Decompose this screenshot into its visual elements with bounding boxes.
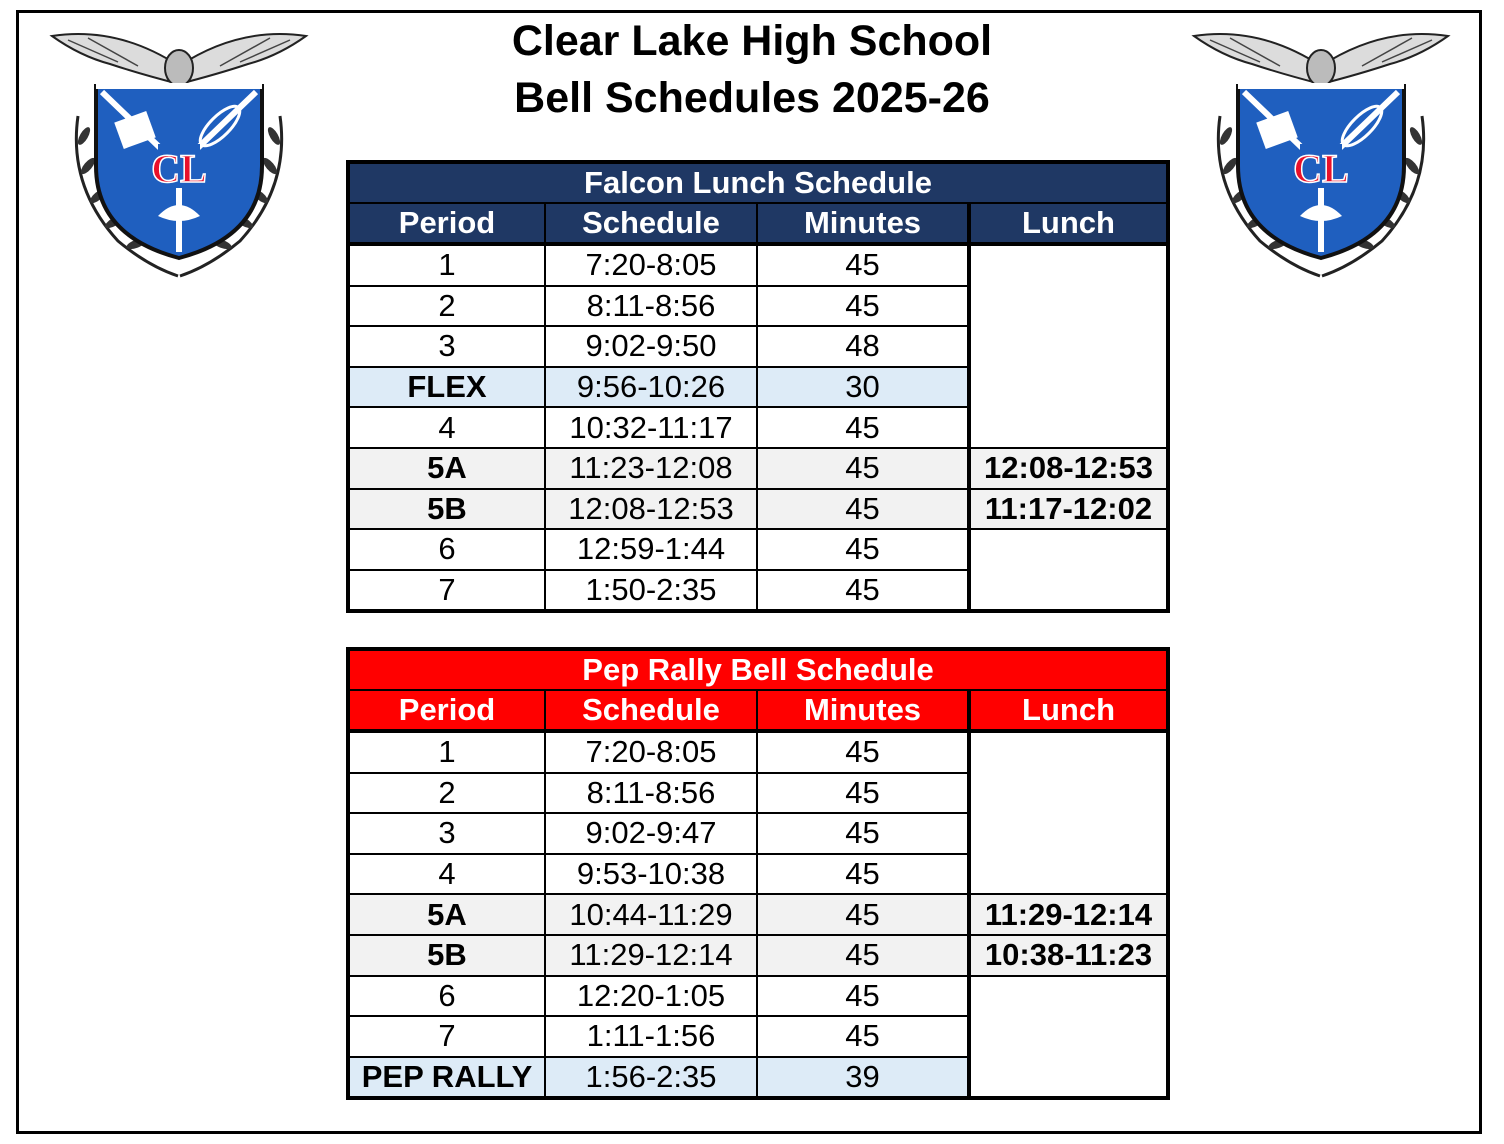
lunch-cell: 10:38-11:23 (969, 935, 1167, 976)
minutes-cell: 39 (757, 1057, 969, 1098)
table-row (349, 529, 1167, 570)
period-cell: 5A (349, 894, 545, 935)
column-header: Lunch (969, 203, 1167, 244)
svg-text:CL: CL (151, 146, 207, 191)
period-cell: 3 (349, 813, 545, 854)
schedule-cell: 9:02-9:47 (545, 813, 757, 854)
period-cell: 2 (349, 286, 545, 327)
minutes-cell: 45 (757, 773, 969, 814)
minutes-cell: 30 (757, 367, 969, 408)
lunch-cell-empty (969, 244, 1167, 448)
school-crest-icon (48, 26, 310, 286)
table-caption: Pep Rally Bell Schedule (349, 650, 1167, 690)
table-row (349, 489, 1167, 530)
minutes-cell: 45 (757, 854, 969, 895)
period-cell: 6 (349, 529, 545, 570)
schedule-cell: 12:20-1:05 (545, 976, 757, 1017)
schedule-cell: 11:23-12:08 (545, 448, 757, 489)
lunch-cell-empty (969, 976, 1167, 1098)
schedule-cell: 1:56-2:35 (545, 1057, 757, 1098)
schedule-cell: 1:11-1:56 (545, 1016, 757, 1057)
period-cell: 5B (349, 489, 545, 530)
schedule-cell: 9:53-10:38 (545, 854, 757, 895)
page-title: Clear Lake High School (511, 17, 993, 65)
period-cell: 2 (349, 773, 545, 814)
column-header: Minutes (757, 203, 969, 244)
period-cell: 5A (349, 448, 545, 489)
lunch-cell-empty (969, 529, 1167, 610)
lunch-cell: 12:08-12:53 (969, 448, 1167, 489)
period-cell: 7 (349, 570, 545, 611)
period-cell: PEP RALLY (349, 1057, 545, 1098)
lunch-cell: 11:17-12:02 (969, 489, 1167, 530)
pep-rally-table (348, 649, 1168, 1098)
period-cell: 3 (349, 326, 545, 367)
lunch-cell-empty (969, 731, 1167, 894)
schedule-cell: 12:08-12:53 (545, 489, 757, 530)
period-cell: 4 (349, 854, 545, 895)
period-cell: 1 (349, 731, 545, 773)
table-row (349, 731, 1167, 773)
minutes-cell: 45 (757, 407, 969, 448)
minutes-cell: 45 (757, 286, 969, 327)
schedule-cell: 12:59-1:44 (545, 529, 757, 570)
schedule-cell: 8:11-8:56 (545, 286, 757, 327)
schedule-cell: 9:02-9:50 (545, 326, 757, 367)
column-header: Period (349, 203, 545, 244)
table-caption: Falcon Lunch Schedule (349, 163, 1167, 203)
period-cell: 5B (349, 935, 545, 976)
column-header: Period (349, 690, 545, 731)
table-row (349, 894, 1167, 935)
minutes-cell: 48 (757, 326, 969, 367)
minutes-cell: 45 (757, 894, 969, 935)
minutes-cell: 45 (757, 813, 969, 854)
schedule-cell: 7:20-8:05 (545, 244, 757, 286)
table-row (349, 448, 1167, 489)
minutes-cell: 45 (757, 529, 969, 570)
minutes-cell: 45 (757, 244, 969, 286)
minutes-cell: 45 (757, 448, 969, 489)
table-row (349, 935, 1167, 976)
minutes-cell: 45 (757, 489, 969, 530)
table-row (349, 244, 1167, 286)
minutes-cell: 45 (757, 1016, 969, 1057)
period-cell: FLEX (349, 367, 545, 408)
period-cell: 4 (349, 407, 545, 448)
svg-text:CL: CL (1293, 146, 1349, 191)
page-subtitle: Bell Schedules 2025-26 (514, 74, 990, 122)
schedule-cell: 8:11-8:56 (545, 773, 757, 814)
school-crest-icon (1190, 26, 1452, 286)
period-cell: 1 (349, 244, 545, 286)
minutes-cell: 45 (757, 935, 969, 976)
column-header: Schedule (545, 690, 757, 731)
schedule-cell: 9:56-10:26 (545, 367, 757, 408)
schedule-cell: 10:32-11:17 (545, 407, 757, 448)
schedule-cell: 7:20-8:05 (545, 731, 757, 773)
schedule-cell: 1:50-2:35 (545, 570, 757, 611)
minutes-cell: 45 (757, 976, 969, 1017)
column-header: Lunch (969, 690, 1167, 731)
period-cell: 7 (349, 1016, 545, 1057)
period-cell: 6 (349, 976, 545, 1017)
schedule-cell: 10:44-11:29 (545, 894, 757, 935)
column-header: Minutes (757, 690, 969, 731)
falcon-lunch-table (348, 162, 1168, 611)
lunch-cell: 11:29-12:14 (969, 894, 1167, 935)
schedule-cell: 11:29-12:14 (545, 935, 757, 976)
minutes-cell: 45 (757, 731, 969, 773)
table-row (349, 976, 1167, 1017)
column-header: Schedule (545, 203, 757, 244)
minutes-cell: 45 (757, 570, 969, 611)
